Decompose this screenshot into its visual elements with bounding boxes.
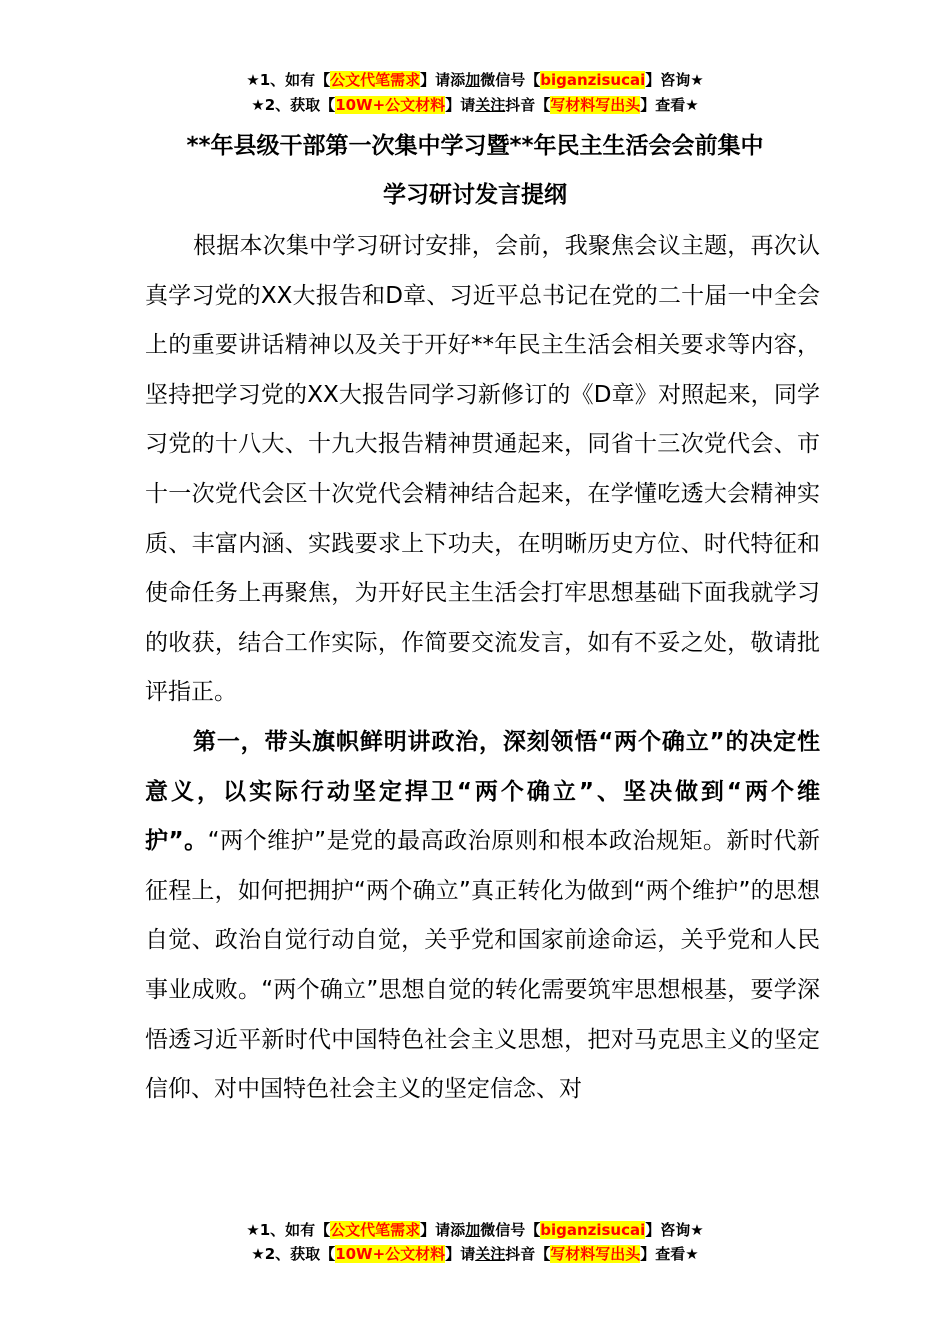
banner-text: 】请添 — [420, 1221, 466, 1239]
banner-text: 微信号【 — [480, 71, 541, 89]
banner-highlight: biganzisucai — [540, 1221, 646, 1239]
banner-underlined: 关注 — [475, 1245, 506, 1263]
banner-underlined: 加 — [465, 71, 481, 89]
section-one-body: “两个维护”是党的最高政治原则和根本政治规矩。新时代新征程上，如何把拥护“两个确立”真正转化为做到“两个维护”的思想自觉、政治自觉行动自觉，关乎党和国家前途命运，关乎党和人民事业成败。“两个确立”思想自觉的转化需要筑牢思想根基，要学深悟透习近平新时代中国特色社会主义思想，把对马克思主义的坚定信仰、对中国特色社会主义的坚定信念、对 — [145, 828, 820, 1103]
section-one-heading: 第一，带头旗帜鲜明讲政治，深刻领悟“两个确立”的决定性意义，以实际行动坚定捍卫“两个确立”、坚决做到“两个维护”。 — [145, 728, 820, 855]
banner-highlight: 公文代笔需求 — [330, 1221, 421, 1239]
bottom-banner-line-2 — [0, 1242, 950, 1266]
top-banner-line-1 — [0, 68, 950, 92]
document-title-line-1: **年县级干部第一次集中学习暨**年民主生活会会前集中 — [186, 133, 764, 159]
banner-text: 】请 — [445, 1245, 476, 1263]
banner-highlight: 10W+公文材料 — [335, 1245, 446, 1263]
document-title-line-2: 学习研讨发言提纲 — [383, 182, 567, 208]
document-body — [145, 222, 820, 1115]
banner-highlight: 写材料写出头 — [550, 96, 641, 114]
banner-text: 抖音【 — [505, 1245, 551, 1263]
banner-text: 】请添 — [420, 71, 466, 89]
banner-text: ★1、如有【 — [246, 71, 331, 89]
banner-text: 】请 — [445, 96, 476, 114]
banner-underlined: 加 — [465, 1221, 481, 1239]
banner-text: ★1、如有【 — [246, 1221, 331, 1239]
banner-underlined: 关注 — [475, 96, 506, 114]
banner-text: 】咨询★ — [645, 71, 704, 89]
bottom-banner-line-1 — [0, 1218, 950, 1242]
banner-text: ★2、获取【 — [251, 96, 336, 114]
intro-paragraph: 根据本次集中学习研讨安排，会前，我聚焦会议主题，再次认真学习党的XX大报告和D章、习近平总书记在党的二十届一中全会上的重要讲话精神以及关于开好**年民主生活会相关要求等内容，坚持把学习党的XX大报告同学习新修订的《D章》对照起来，同学习党的十八大、十九大报告精神贯通起来，同省十三次党代会、市十一次党代会区十次党代会精神结合起来，在学懂吃透大会精神实质、丰富内涵、实践要求上下功夫，在明晰历史方位、时代特征和使命任务上再聚焦，为开好民主生活会打牢思想基础下面我就学习的收获，结合工作实际，作简要交流发言，如有不妥之处，敬请批评指正。 — [145, 233, 820, 706]
banner-text: 抖音【 — [505, 96, 551, 114]
banner-highlight: biganzisucai — [540, 71, 646, 89]
top-banner-line-2 — [0, 93, 950, 117]
banner-text: ★2、获取【 — [251, 1245, 336, 1263]
banner-text: 微信号【 — [480, 1221, 541, 1239]
banner-highlight: 写材料写出头 — [550, 1245, 641, 1263]
banner-text: 】咨询★ — [645, 1221, 704, 1239]
banner-highlight: 10W+公文材料 — [335, 96, 446, 114]
banner-text: 】查看★ — [640, 1245, 699, 1263]
section-one-paragraph — [145, 718, 820, 1115]
banner-highlight: 公文代笔需求 — [330, 71, 421, 89]
banner-text: 】查看★ — [640, 96, 699, 114]
